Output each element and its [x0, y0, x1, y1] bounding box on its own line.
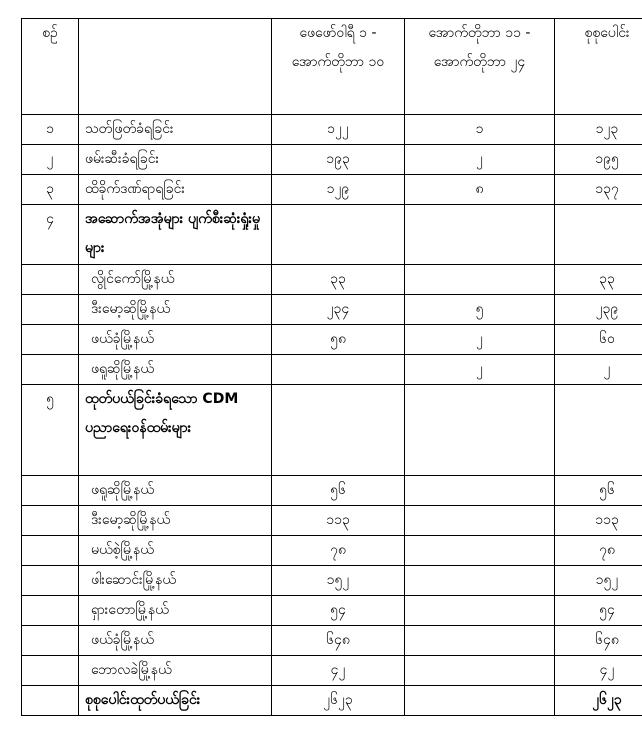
row-no: ၃: [22, 175, 79, 205]
row-no: [22, 355, 79, 385]
table-row: [22, 355, 642, 385]
table-row: [22, 626, 642, 656]
row-value-period-2: ၈: [405, 175, 555, 205]
row-no: [22, 536, 79, 566]
row-value-period-1: ၁၂၂: [272, 115, 405, 145]
row-no: [22, 325, 79, 355]
row-value-period-1: ၆၄၈: [272, 626, 405, 656]
row-label: လွိုင်ကော်မြို့နယ်: [79, 265, 272, 295]
row-total: ၁၂၃: [555, 115, 642, 145]
row-value-period-1: ၁၂၉: [272, 175, 405, 205]
header-period-2: အောက်တိုဘာ ၁၁ - အောက်တိုဘာ ၂၄: [405, 19, 555, 115]
row-value-period-1: ၅၆: [272, 476, 405, 506]
row-total: ၆၀: [555, 325, 642, 355]
row-no: ၁: [22, 115, 79, 145]
row-total: ၂: [555, 355, 642, 385]
row-label: ဘောလခဲမြို့နယ်: [79, 656, 272, 686]
row-no: [22, 686, 79, 716]
row-label: ဒီးမော့ဆိုမြို့နယ်: [79, 506, 272, 536]
row-value-period-2: [405, 566, 555, 596]
row-total: ၆၄၈: [555, 626, 642, 656]
row-no: ၅: [22, 385, 79, 476]
table-row: [22, 385, 642, 476]
total-row: [22, 686, 642, 716]
row-total: ၅၆: [555, 476, 642, 506]
row-value-period-2: [405, 626, 555, 656]
table-row: [22, 295, 642, 325]
row-value-period-2: ၂: [405, 145, 555, 175]
row-value-period-2: [405, 385, 555, 476]
row-total: [555, 385, 642, 476]
row-value-period-1: ၄၂: [272, 656, 405, 686]
row-label: ဖါးဆောင်းမြို့နယ်: [79, 566, 272, 596]
table-row: [22, 325, 642, 355]
row-label: ဖရူဆိုမြို့နယ်: [79, 355, 272, 385]
header-period-1: ဖေဖော်ဝါရီ ၁ - အောက်တိုဘာ ၁၀: [272, 19, 405, 115]
row-no: [22, 265, 79, 295]
row-total: ၁၃၇: [555, 175, 642, 205]
row-value-period-2: [405, 205, 555, 265]
row-no: ၂: [22, 145, 79, 175]
row-label: ဖရူဆိုမြို့နယ်: [79, 476, 272, 506]
row-value-period-2: [405, 536, 555, 566]
row-no: [22, 295, 79, 325]
table-row: [22, 115, 642, 145]
row-no: [22, 596, 79, 626]
total-period-1: ၂၆၂၃: [272, 686, 405, 716]
header-total: စုစုပေါင်း: [555, 19, 642, 115]
row-value-period-1: ၂၃၄: [272, 295, 405, 325]
header-category: [79, 19, 272, 115]
row-value-period-1: ၅၈: [272, 325, 405, 355]
row-value-period-2: [405, 656, 555, 686]
row-value-period-2: [405, 506, 555, 536]
row-label: ဖမ်းဆီးခံရခြင်း: [79, 145, 272, 175]
section-label: အဆောက်အအုံများ ပျက်စီးဆုံးရှုံးမှုများ: [79, 205, 272, 265]
row-value-period-1: ၁၅၂: [272, 566, 405, 596]
row-value-period-2: ၅: [405, 295, 555, 325]
row-label: ထိခိုက်ဒဏ်ရာရခြင်း: [79, 175, 272, 205]
row-total: ၂၃၉: [555, 295, 642, 325]
data-table: [21, 18, 642, 716]
row-value-period-2: ၂: [405, 325, 555, 355]
row-value-period-2: ၂: [405, 355, 555, 385]
table-row: [22, 265, 642, 295]
table-row: [22, 656, 642, 686]
row-no: [22, 656, 79, 686]
row-value-period-2: [405, 476, 555, 506]
header-no: စဉ်: [22, 19, 79, 115]
row-value-period-2: [405, 596, 555, 626]
row-total: ၁၁၃: [555, 506, 642, 536]
row-value-period-1: ၁၁၃: [272, 506, 405, 536]
row-no: [22, 626, 79, 656]
row-label: ဖယ်ခုံမြို့နယ်: [79, 325, 272, 355]
row-total: ၃၃: [555, 265, 642, 295]
row-label: ဖယ်ခုံမြို့နယ်: [79, 626, 272, 656]
row-total: ၁၉၅: [555, 145, 642, 175]
header-row: [22, 19, 642, 115]
row-value-period-1: ၃၃: [272, 265, 405, 295]
row-value-period-1: [272, 385, 405, 476]
table-row: [22, 536, 642, 566]
row-label: မယ်စဲ့မြို့နယ်: [79, 536, 272, 566]
row-total: [555, 205, 642, 265]
row-value-period-2: [405, 265, 555, 295]
table-row: [22, 506, 642, 536]
row-no: ၄: [22, 205, 79, 265]
row-no: [22, 506, 79, 536]
row-value-period-1: ၇၈: [272, 536, 405, 566]
grand-total: ၂၆၂၃: [555, 686, 642, 716]
row-total: ၇၈: [555, 536, 642, 566]
row-value-period-1: [272, 205, 405, 265]
table-row: [22, 476, 642, 506]
row-value-period-1: [272, 355, 405, 385]
row-value-period-1: ၁၉၃: [272, 145, 405, 175]
row-label: ဒီးမော့ဆိုမြို့နယ်: [79, 295, 272, 325]
table-row: [22, 596, 642, 626]
row-total: ၁၅၂: [555, 566, 642, 596]
table-row: [22, 145, 642, 175]
row-total: ၅၄: [555, 596, 642, 626]
total-period-2: [405, 686, 555, 716]
row-label: သတ်ဖြတ်ခံရခြင်း: [79, 115, 272, 145]
row-total: ၄၂: [555, 656, 642, 686]
table-row: [22, 175, 642, 205]
total-label: စုစုပေါင်းထုတ်ပယ်ခြင်း: [79, 686, 272, 716]
row-no: [22, 566, 79, 596]
table-row: [22, 205, 642, 265]
section-label: ထုတ်ပယ်ခြင်းခံရသော CDM ပညာရေးဝန်ထမ်းများ: [79, 385, 272, 476]
table-row: [22, 566, 642, 596]
row-value-period-2: ၁: [405, 115, 555, 145]
row-label: ရှားတောမြို့နယ်: [79, 596, 272, 626]
row-value-period-1: ၅၄: [272, 596, 405, 626]
row-no: [22, 476, 79, 506]
